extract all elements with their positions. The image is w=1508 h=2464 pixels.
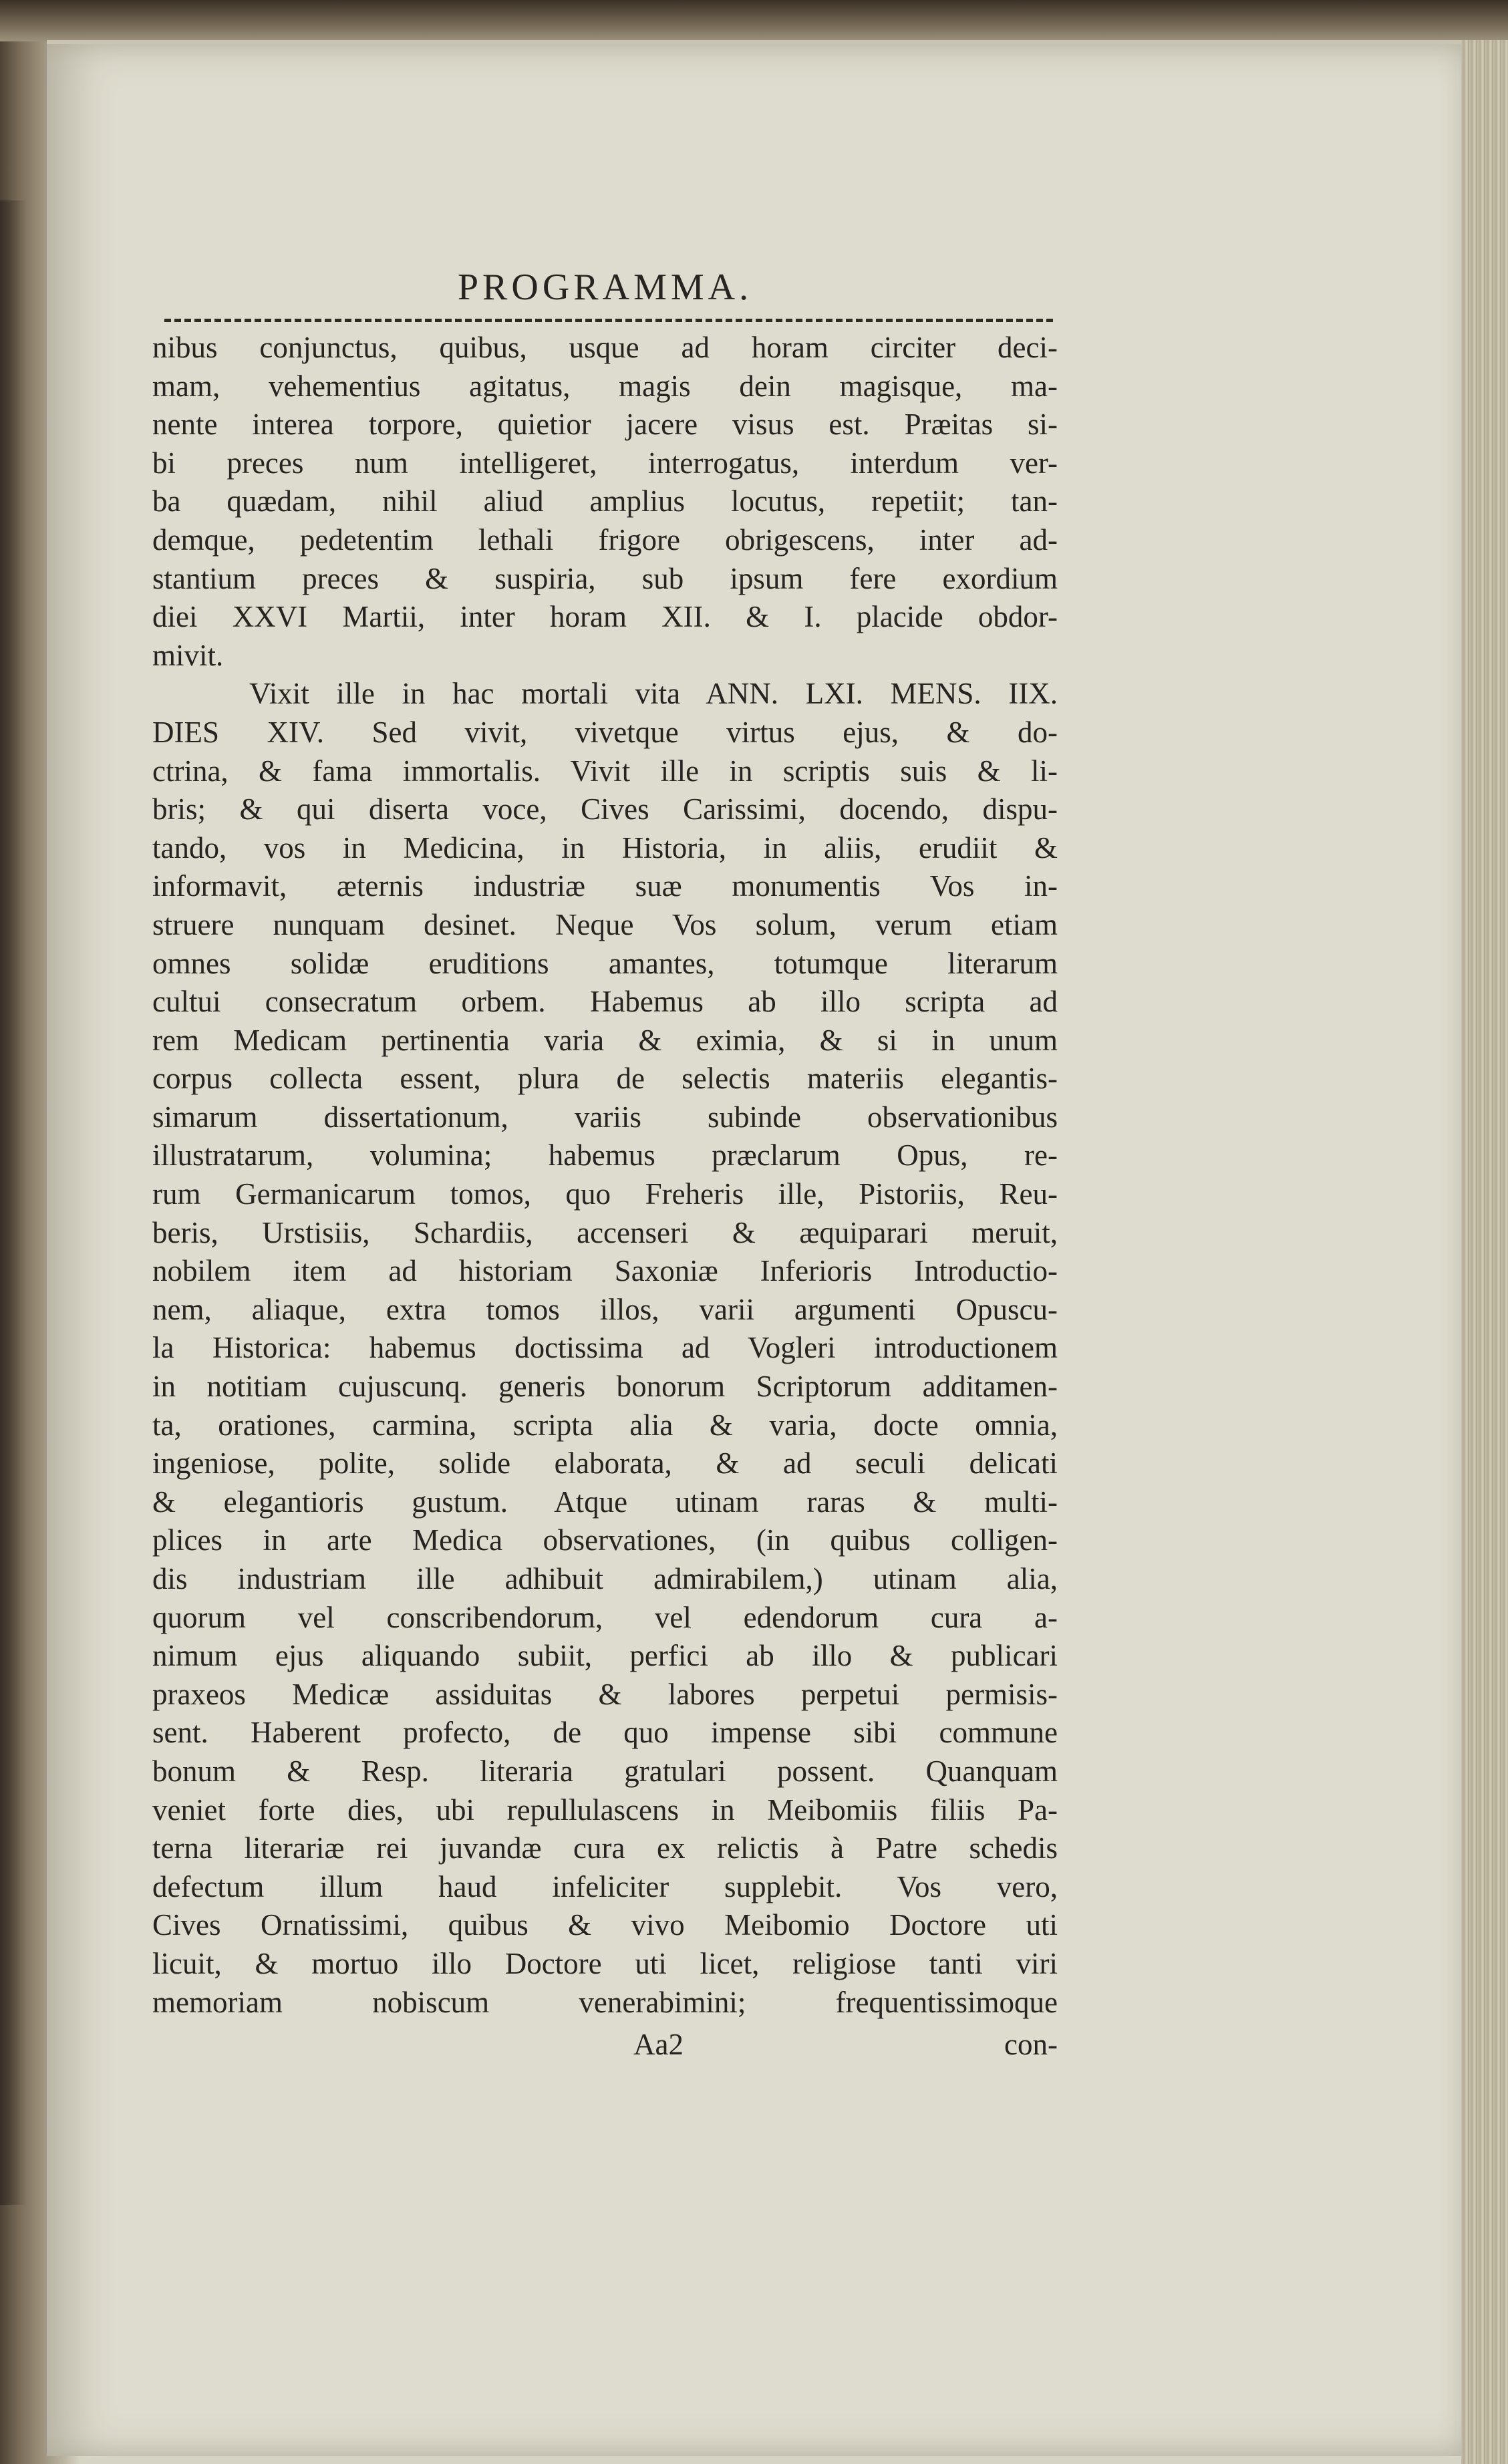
text-line: nobilem item ad historiam Saxoniæ Inferioris Introductio- (152, 1254, 1058, 1288)
text-line: rum Germanicarum tomos, quo Freheris ille, Pistoriis, Reu- (152, 1177, 1058, 1211)
text-line: bris; & qui diserta voce, Cives Carissimi, docendo, dispu- (152, 792, 1058, 826)
text-line: ingeniose, polite, solide elaborata, & ad seculi delicati (152, 1446, 1058, 1481)
text-line: la Historica: habemus doctissima ad Vogleri introductionem (152, 1331, 1058, 1365)
text-line: illustratarum, volumina; habemus præclarum Opus, re- (152, 1138, 1058, 1173)
text-line: rem Medicam pertinentia varia & eximia, & si in unum (152, 1023, 1058, 1057)
text-line: informavit, æternis industriæ suæ monumentis Vos in- (152, 869, 1058, 903)
text-line: defectum illum haud infeliciter supplebit. Vos vero, (152, 1869, 1058, 1903)
text-line: mam, vehementius agitatus, magis dein magisque, ma- (152, 369, 1058, 403)
text-line: corpus collecta essent, plura de selectis materiis elegantis- (152, 1062, 1058, 1096)
text-line: & elegantioris gustum. Atque utinam raras & multi- (152, 1485, 1058, 1519)
text-line: Vixit ille in hac mortali vita ANN. LXI. MENS. IIX. (249, 677, 1058, 711)
text-line: demque, pedetentim lethali frigore obrigescens, inter ad- (152, 522, 1058, 557)
text-line: ctrina, & fama immortalis. Vivit ille in scriptis suis & li- (152, 754, 1058, 788)
text-line: sent. Haberent profecto, de quo impense sibi commune (152, 1716, 1058, 1750)
page-edges (1461, 40, 1508, 2464)
text-line: plices in arte Medica observationes, (in quibus colligen- (152, 1523, 1058, 1557)
catchword: con- (1004, 2028, 1058, 2062)
text-line: dis industriam ille adhibuit admirabilem,) utinam alia, (152, 1562, 1058, 1595)
top-shadow-strip (0, 0, 1508, 41)
text-line: Cives Ornatissimi, quibus & vivo Meibomio Doctore uti (152, 1908, 1058, 1942)
text-line: ba quædam, nihil aliud amplius locutus, repetiit; tan- (152, 484, 1058, 518)
text-line: nente interea torpore, quietior jacere visus est. Præitas si- (152, 408, 1058, 442)
running-head: PROGRAMMA. (457, 267, 753, 308)
text-line: nibus conjunctus, quibus, usque ad horam circiter deci- (152, 331, 1058, 364)
text-line: licuit, & mortuo illo Doctore uti licet, religiose tanti viri (152, 1946, 1058, 1980)
text-line: quorum vel conscribendorum, vel edendorum cura a- (152, 1600, 1058, 1634)
text-line: ta, orationes, carmina, scripta alia & varia, docte omnia, (152, 1408, 1058, 1442)
text-line: nimum ejus aliquando subiit, perfici ab illo & publicari (152, 1639, 1058, 1673)
text-line: terna literariæ rei juvandæ cura ex relictis à Patre schedis (152, 1831, 1058, 1865)
text-line: cultui consecratum orbem. Habemus ab illo scripta ad (152, 985, 1058, 1019)
text-line: diei XXVI Martii, inter horam XII. & I. placide obdor- (152, 600, 1058, 634)
signature-mark: Aa2 (633, 2028, 684, 2062)
text-line: veniet forte dies, ubi repullulascens in Meibomiis filiis Pa- (152, 1793, 1058, 1827)
text-line: simarum dissertationum, variis subinde observationibus (152, 1100, 1058, 1134)
text-line: tando, vos in Medicina, in Historia, in aliis, erudiit & (152, 830, 1058, 865)
text-line: omnes solidæ eruditions amantes, totumque literarum (152, 946, 1058, 980)
text-line: DIES XIV. Sed vivit, vivetque virtus ejus, & do- (152, 715, 1058, 749)
text-line: bi preces num intelligeret, interrogatus, interdum ver- (152, 446, 1058, 480)
text-line: struere nunquam desinet. Neque Vos solum, verum etiam (152, 907, 1058, 941)
text-line: nem, aliaque, extra tomos illos, varii argumenti Opuscu- (152, 1292, 1058, 1326)
text-line: praxeos Medicæ assiduitas & labores perpetui permisis- (152, 1677, 1058, 1711)
head-rule (164, 319, 1053, 322)
text-line: memoriam nobiscum venerabimini; frequentissimoque (152, 1985, 1058, 2019)
text-line: beris, Urstisiis, Schardiis, accenseri & æquiparari meruit, (152, 1215, 1058, 1249)
text-block (152, 264, 1058, 2064)
body-text (152, 329, 1058, 2022)
page-footer (152, 2024, 1058, 2064)
binding-gutter (0, 200, 27, 2205)
text-line: stantium preces & suspiria, sub ipsum fere exordium (152, 561, 1058, 595)
text-line: bonum & Resp. literaria gratulari possent. Quanquam (152, 1754, 1058, 1788)
text-line: in notitiam cujuscunq. generis bonorum Scriptorum additamen- (152, 1370, 1058, 1404)
text-line: mivit. (152, 638, 224, 672)
